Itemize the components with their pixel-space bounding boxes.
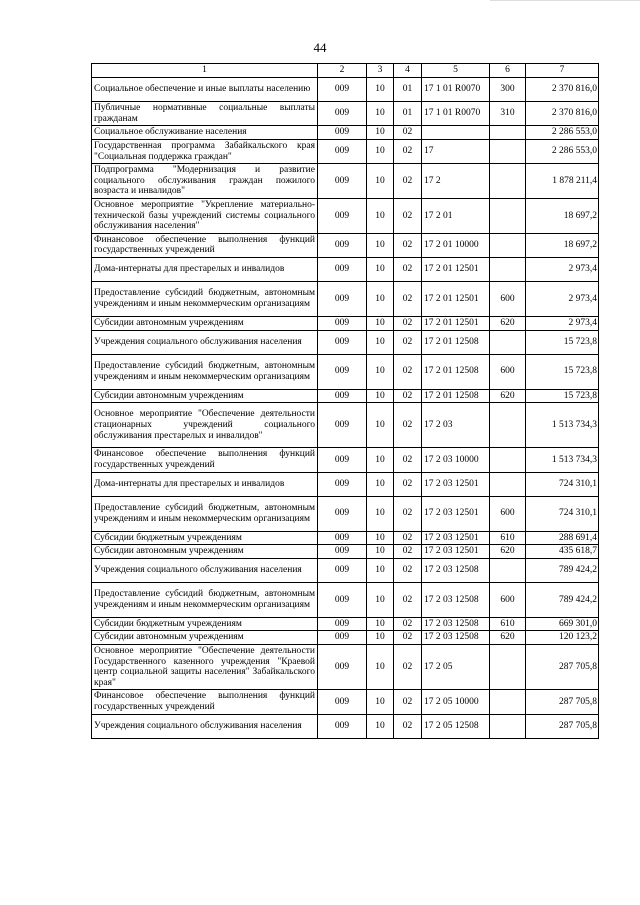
row-name-cell: Социальное обслуживание населения bbox=[92, 126, 318, 140]
row-name-cell: Учреждения социального обслуживания населения bbox=[92, 330, 318, 354]
row-sum-cell: 15 723,8 bbox=[526, 330, 599, 354]
row-section-cell: 10 bbox=[367, 164, 394, 199]
row-ved-cell: 009 bbox=[318, 316, 367, 330]
row-ved-cell: 009 bbox=[318, 645, 367, 690]
row-expense-type-cell bbox=[490, 198, 526, 233]
row-section-cell: 10 bbox=[367, 316, 394, 330]
row-sum-cell: 287 705,8 bbox=[526, 645, 599, 690]
row-sum-cell: 18 697,2 bbox=[526, 198, 599, 233]
row-expense-type-cell bbox=[490, 690, 526, 714]
header-cell: 1 bbox=[92, 64, 318, 78]
row-target-article-cell: 17 2 01 12508 bbox=[422, 354, 490, 389]
table-row bbox=[92, 354, 599, 389]
row-section-cell: 10 bbox=[367, 496, 394, 531]
row-expense-type-cell bbox=[490, 164, 526, 199]
row-name-cell: Дома-интернаты для престарелых и инвалидов bbox=[92, 257, 318, 281]
row-expense-type-cell bbox=[490, 645, 526, 690]
row-section-cell: 10 bbox=[367, 282, 394, 317]
table-row bbox=[92, 531, 599, 545]
row-ved-cell: 009 bbox=[318, 617, 367, 631]
row-target-article-cell: 17 2 03 12501 bbox=[422, 545, 490, 559]
row-section-cell: 10 bbox=[367, 714, 394, 738]
row-section-cell: 10 bbox=[367, 389, 394, 403]
row-section-cell: 10 bbox=[367, 354, 394, 389]
row-ved-cell: 009 bbox=[318, 78, 367, 102]
table-row bbox=[92, 714, 599, 738]
table-row bbox=[92, 545, 599, 559]
row-expense-type-cell bbox=[490, 233, 526, 257]
row-target-article-cell: 17 2 bbox=[422, 164, 490, 199]
row-sum-cell: 287 705,8 bbox=[526, 714, 599, 738]
row-target-article-cell: 17 2 05 12508 bbox=[422, 714, 490, 738]
row-expense-type-cell: 620 bbox=[490, 389, 526, 403]
row-expense-type-cell bbox=[490, 126, 526, 140]
row-subsection-cell: 02 bbox=[394, 617, 422, 631]
row-target-article-cell: 17 bbox=[422, 139, 490, 163]
row-ved-cell: 009 bbox=[318, 403, 367, 448]
row-target-article-cell: 17 1 01 R0070 bbox=[422, 102, 490, 126]
row-section-cell: 10 bbox=[367, 78, 394, 102]
row-subsection-cell: 02 bbox=[394, 164, 422, 199]
row-target-article-cell: 17 2 05 bbox=[422, 645, 490, 690]
row-ved-cell: 009 bbox=[318, 558, 367, 582]
row-sum-cell: 2 286 553,0 bbox=[526, 139, 599, 163]
header-cell: 7 bbox=[526, 64, 599, 78]
row-section-cell: 10 bbox=[367, 102, 394, 126]
row-subsection-cell: 02 bbox=[394, 545, 422, 559]
row-expense-type-cell bbox=[490, 558, 526, 582]
row-subsection-cell: 02 bbox=[394, 330, 422, 354]
row-ved-cell: 009 bbox=[318, 714, 367, 738]
row-expense-type-cell bbox=[490, 448, 526, 472]
table-row bbox=[92, 102, 599, 126]
row-name-cell: Субсидии автономным учреждениям bbox=[92, 389, 318, 403]
header-cell: 6 bbox=[490, 64, 526, 78]
row-name-cell: Социальное обеспечение и иные выплаты населению bbox=[92, 78, 318, 102]
table-row bbox=[92, 496, 599, 531]
table-row bbox=[92, 472, 599, 496]
row-sum-cell: 288 691,4 bbox=[526, 531, 599, 545]
row-ved-cell: 009 bbox=[318, 198, 367, 233]
row-sum-cell: 724 310,1 bbox=[526, 472, 599, 496]
row-subsection-cell: 02 bbox=[394, 645, 422, 690]
row-expense-type-cell: 610 bbox=[490, 617, 526, 631]
row-expense-type-cell: 610 bbox=[490, 531, 526, 545]
row-sum-cell: 789 424,2 bbox=[526, 558, 599, 582]
row-name-cell: Учреждения социального обслуживания населения bbox=[92, 558, 318, 582]
row-ved-cell: 009 bbox=[318, 631, 367, 645]
row-sum-cell: 1 513 734,3 bbox=[526, 448, 599, 472]
table-row bbox=[92, 645, 599, 690]
row-ved-cell: 009 bbox=[318, 164, 367, 199]
row-name-cell: Субсидии бюджетным учреждениям bbox=[92, 617, 318, 631]
row-expense-type-cell bbox=[490, 257, 526, 281]
table-row bbox=[92, 617, 599, 631]
row-sum-cell: 2 370 816,0 bbox=[526, 78, 599, 102]
row-subsection-cell: 02 bbox=[394, 448, 422, 472]
table-row bbox=[92, 316, 599, 330]
row-name-cell: Субсидии автономным учреждениям bbox=[92, 631, 318, 645]
row-target-article-cell: 17 2 05 10000 bbox=[422, 690, 490, 714]
table-row bbox=[92, 448, 599, 472]
row-expense-type-cell: 620 bbox=[490, 545, 526, 559]
table-row bbox=[92, 78, 599, 102]
row-subsection-cell: 02 bbox=[394, 233, 422, 257]
row-subsection-cell: 02 bbox=[394, 558, 422, 582]
row-subsection-cell: 02 bbox=[394, 403, 422, 448]
row-subsection-cell: 02 bbox=[394, 389, 422, 403]
row-expense-type-cell: 600 bbox=[490, 354, 526, 389]
row-subsection-cell: 02 bbox=[394, 282, 422, 317]
row-expense-type-cell: 600 bbox=[490, 583, 526, 618]
row-sum-cell: 724 310,1 bbox=[526, 496, 599, 531]
row-subsection-cell: 01 bbox=[394, 102, 422, 126]
row-ved-cell: 009 bbox=[318, 233, 367, 257]
row-section-cell: 10 bbox=[367, 233, 394, 257]
table-row bbox=[92, 403, 599, 448]
row-sum-cell: 18 697,2 bbox=[526, 233, 599, 257]
row-section-cell: 10 bbox=[367, 631, 394, 645]
row-name-cell: Государственная программа Забайкальского края "Социальная поддержка граждан" bbox=[92, 139, 318, 163]
row-ved-cell: 009 bbox=[318, 330, 367, 354]
table-row bbox=[92, 583, 599, 618]
table-row bbox=[92, 233, 599, 257]
row-name-cell: Учреждения социального обслуживания населения bbox=[92, 714, 318, 738]
scan-edge-line bbox=[490, 0, 640, 1]
header-cell: 5 bbox=[422, 64, 490, 78]
row-section-cell: 10 bbox=[367, 531, 394, 545]
row-ved-cell: 009 bbox=[318, 496, 367, 531]
row-name-cell: Финансовое обеспечение выполнения функций государственных учреждений bbox=[92, 233, 318, 257]
page-number: 44 bbox=[313, 40, 327, 55]
row-section-cell: 10 bbox=[367, 645, 394, 690]
row-expense-type-cell: 600 bbox=[490, 496, 526, 531]
row-ved-cell: 009 bbox=[318, 257, 367, 281]
row-subsection-cell: 02 bbox=[394, 690, 422, 714]
row-name-cell: Субсидии автономным учреждениям bbox=[92, 316, 318, 330]
row-section-cell: 10 bbox=[367, 403, 394, 448]
row-subsection-cell: 02 bbox=[394, 496, 422, 531]
row-ved-cell: 009 bbox=[318, 139, 367, 163]
row-target-article-cell: 17 2 01 10000 bbox=[422, 233, 490, 257]
table-row bbox=[92, 330, 599, 354]
row-subsection-cell: 01 bbox=[394, 78, 422, 102]
row-section-cell: 10 bbox=[367, 126, 394, 140]
row-name-cell: Субсидии бюджетным учреждениям bbox=[92, 531, 318, 545]
row-ved-cell: 009 bbox=[318, 690, 367, 714]
row-section-cell: 10 bbox=[367, 448, 394, 472]
row-ved-cell: 009 bbox=[318, 282, 367, 317]
header-cell: 3 bbox=[367, 64, 394, 78]
table-row bbox=[92, 139, 599, 163]
row-section-cell: 10 bbox=[367, 617, 394, 631]
row-name-cell: Финансовое обеспечение выполнения функций государственных учреждений bbox=[92, 448, 318, 472]
row-ved-cell: 009 bbox=[318, 354, 367, 389]
row-expense-type-cell bbox=[490, 714, 526, 738]
row-target-article-cell: 17 1 01 R0070 bbox=[422, 78, 490, 102]
row-expense-type-cell: 300 bbox=[490, 78, 526, 102]
row-ved-cell: 009 bbox=[318, 545, 367, 559]
row-ved-cell: 009 bbox=[318, 126, 367, 140]
row-name-cell: Основное мероприятие "Обеспечение деятельности стационарных учреждений социального обслуживания престарелых и инвалидов" bbox=[92, 403, 318, 448]
row-expense-type-cell: 600 bbox=[490, 282, 526, 317]
row-expense-type-cell: 310 bbox=[490, 102, 526, 126]
table-row bbox=[92, 126, 599, 140]
table-row bbox=[92, 164, 599, 199]
row-target-article-cell: 17 2 03 12508 bbox=[422, 558, 490, 582]
row-expense-type-cell bbox=[490, 472, 526, 496]
row-target-article-cell: 17 2 01 bbox=[422, 198, 490, 233]
row-subsection-cell: 02 bbox=[394, 139, 422, 163]
row-subsection-cell: 02 bbox=[394, 472, 422, 496]
table-row bbox=[92, 389, 599, 403]
row-sum-cell: 1 878 211,4 bbox=[526, 164, 599, 199]
row-name-cell: Основное мероприятие "Укрепление материально-технической базы учреждений системы социального обслуживания населения" bbox=[92, 198, 318, 233]
row-expense-type-cell bbox=[490, 139, 526, 163]
row-name-cell: Предоставление субсидий бюджетным, автономным учреждениям и иным некоммерческим организациям bbox=[92, 583, 318, 618]
row-subsection-cell: 02 bbox=[394, 316, 422, 330]
row-sum-cell: 2 973,4 bbox=[526, 316, 599, 330]
row-ved-cell: 009 bbox=[318, 583, 367, 618]
row-expense-type-cell bbox=[490, 330, 526, 354]
row-subsection-cell: 02 bbox=[394, 631, 422, 645]
row-section-cell: 10 bbox=[367, 472, 394, 496]
row-name-cell: Финансовое обеспечение выполнения функций государственных учреждений bbox=[92, 690, 318, 714]
row-sum-cell: 120 123,2 bbox=[526, 631, 599, 645]
row-sum-cell: 15 723,8 bbox=[526, 354, 599, 389]
row-subsection-cell: 02 bbox=[394, 531, 422, 545]
row-sum-cell: 15 723,8 bbox=[526, 389, 599, 403]
row-ved-cell: 009 bbox=[318, 389, 367, 403]
table-row bbox=[92, 257, 599, 281]
row-expense-type-cell: 620 bbox=[490, 631, 526, 645]
row-target-article-cell: 17 2 03 10000 bbox=[422, 448, 490, 472]
row-section-cell: 10 bbox=[367, 558, 394, 582]
row-expense-type-cell bbox=[490, 403, 526, 448]
row-subsection-cell: 02 bbox=[394, 714, 422, 738]
row-target-article-cell: 17 2 03 12501 bbox=[422, 472, 490, 496]
row-ved-cell: 009 bbox=[318, 448, 367, 472]
row-target-article-cell: 17 2 03 12501 bbox=[422, 531, 490, 545]
row-target-article-cell: 17 2 01 12501 bbox=[422, 257, 490, 281]
row-target-article-cell: 17 2 03 12501 bbox=[422, 496, 490, 531]
row-target-article-cell bbox=[422, 126, 490, 140]
row-sum-cell: 2 370 816,0 bbox=[526, 102, 599, 126]
row-sum-cell: 1 513 734,3 bbox=[526, 403, 599, 448]
row-section-cell: 10 bbox=[367, 139, 394, 163]
row-name-cell: Подпрограмма "Модернизация и развитие социального обслуживания граждан пожилого возраста и инвалидов" bbox=[92, 164, 318, 199]
row-section-cell: 10 bbox=[367, 257, 394, 281]
row-sum-cell: 669 301,0 bbox=[526, 617, 599, 631]
row-subsection-cell: 02 bbox=[394, 126, 422, 140]
row-section-cell: 10 bbox=[367, 198, 394, 233]
row-target-article-cell: 17 2 03 bbox=[422, 403, 490, 448]
row-section-cell: 10 bbox=[367, 545, 394, 559]
row-name-cell: Публичные нормативные социальные выплаты гражданам bbox=[92, 102, 318, 126]
row-name-cell: Субсидии автономным учреждениям bbox=[92, 545, 318, 559]
row-name-cell: Предоставление субсидий бюджетным, автономным учреждениям и иным некоммерческим организациям bbox=[92, 354, 318, 389]
header-cell: 4 bbox=[394, 64, 422, 78]
row-ved-cell: 009 bbox=[318, 472, 367, 496]
table-row bbox=[92, 282, 599, 317]
row-sum-cell: 789 424,2 bbox=[526, 583, 599, 618]
row-name-cell: Основное мероприятие "Обеспечение деятельности Государственного казенного учреждения "Краевой центр социальной защиты населения" Забайкальского края" bbox=[92, 645, 318, 690]
row-subsection-cell: 02 bbox=[394, 583, 422, 618]
table-row bbox=[92, 631, 599, 645]
header-cell: 2 bbox=[318, 64, 367, 78]
row-target-article-cell: 17 2 01 12508 bbox=[422, 389, 490, 403]
budget-table bbox=[91, 63, 599, 739]
row-target-article-cell: 17 2 01 12501 bbox=[422, 282, 490, 317]
row-sum-cell: 2 973,4 bbox=[526, 282, 599, 317]
row-ved-cell: 009 bbox=[318, 102, 367, 126]
row-subsection-cell: 02 bbox=[394, 257, 422, 281]
row-sum-cell: 2 973,4 bbox=[526, 257, 599, 281]
row-name-cell: Дома-интернаты для престарелых и инвалидов bbox=[92, 472, 318, 496]
table-header-row bbox=[92, 64, 599, 78]
table-row bbox=[92, 198, 599, 233]
row-name-cell: Предоставление субсидий бюджетным, автономным учреждениям и иным некоммерческим организациям bbox=[92, 496, 318, 531]
row-target-article-cell: 17 2 01 12508 bbox=[422, 330, 490, 354]
row-subsection-cell: 02 bbox=[394, 198, 422, 233]
row-section-cell: 10 bbox=[367, 330, 394, 354]
row-sum-cell: 435 618,7 bbox=[526, 545, 599, 559]
row-target-article-cell: 17 2 03 12508 bbox=[422, 617, 490, 631]
row-sum-cell: 287 705,8 bbox=[526, 690, 599, 714]
row-target-article-cell: 17 2 01 12501 bbox=[422, 316, 490, 330]
row-sum-cell: 2 286 553,0 bbox=[526, 126, 599, 140]
table-row bbox=[92, 690, 599, 714]
row-name-cell: Предоставление субсидий бюджетным, автономным учреждениям и иным некоммерческим организациям bbox=[92, 282, 318, 317]
row-section-cell: 10 bbox=[367, 690, 394, 714]
row-ved-cell: 009 bbox=[318, 531, 367, 545]
row-target-article-cell: 17 2 03 12508 bbox=[422, 631, 490, 645]
row-expense-type-cell: 620 bbox=[490, 316, 526, 330]
row-subsection-cell: 02 bbox=[394, 354, 422, 389]
row-section-cell: 10 bbox=[367, 583, 394, 618]
table-row bbox=[92, 558, 599, 582]
row-target-article-cell: 17 2 03 12508 bbox=[422, 583, 490, 618]
